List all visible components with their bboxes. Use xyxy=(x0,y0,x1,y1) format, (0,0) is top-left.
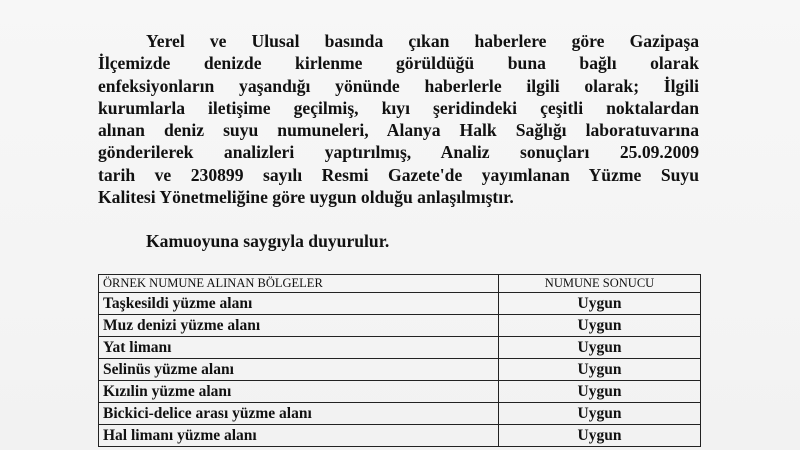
announcement-paragraph xyxy=(98,30,699,208)
region-cell: Bickici-delice arası yüzme alanı xyxy=(99,403,499,425)
table-row xyxy=(99,293,701,315)
closing-statement: Kamuoyuna saygıyla duyurulur. xyxy=(146,231,390,251)
region-column-header: ÖRNEK NUMUNE ALINAN BÖLGELER xyxy=(99,275,499,293)
paragraph-line: tarih ve 230899 sayılı Resmi Gazete'de yayımlanan Yüzme Suyu xyxy=(98,164,699,185)
paragraph-line: Kalitesi Yönetmeliğine göre uygun olduğu anlaşılmıştır. xyxy=(98,187,514,208)
result-cell: Uygun xyxy=(499,425,701,447)
result-cell: Uygun xyxy=(499,381,701,403)
paragraph-line: İlçemizde denizde kirlenme görüldüğü buna bağlı olarak xyxy=(98,53,699,74)
table-row xyxy=(99,337,701,359)
table-row xyxy=(99,403,701,425)
result-cell: Uygun xyxy=(499,315,701,337)
table-row xyxy=(99,315,701,337)
paragraph-line: alınan deniz suyu numuneleri, Alanya Halk Sağlığı laboratuvarına xyxy=(98,120,699,141)
paragraph-line: Yerel ve Ulusal basında çıkan haberlere göre Gazipaşa xyxy=(146,31,699,51)
paragraph-line: enfeksiyonların yaşandığı yönünde haberlerle ilgili olarak; İlgili xyxy=(98,75,699,96)
table-row xyxy=(99,425,701,447)
table-row xyxy=(99,381,701,403)
region-cell: Selinüs yüzme alanı xyxy=(99,359,499,381)
paragraph-line: gönderilerek analizleri yaptırılmış, Analiz sonuçları 25.09.2009 xyxy=(98,142,699,163)
region-cell: Hal limanı yüzme alanı xyxy=(99,425,499,447)
region-cell: Kızılin yüzme alanı xyxy=(99,381,499,403)
region-cell: Muz denizi yüzme alanı xyxy=(99,315,499,337)
result-column-header: NUMUNE SONUCU xyxy=(499,275,701,293)
table-header-row xyxy=(99,275,701,293)
result-cell: Uygun xyxy=(499,359,701,381)
result-cell: Uygun xyxy=(499,293,701,315)
sample-results-table xyxy=(98,274,701,447)
result-cell: Uygun xyxy=(499,337,701,359)
region-cell: Taşkesildi yüzme alanı xyxy=(99,293,499,315)
result-cell: Uygun xyxy=(499,403,701,425)
table-row xyxy=(99,359,701,381)
region-cell: Yat limanı xyxy=(99,337,499,359)
paragraph-line: kurumlarla iletişime geçilmiş, kıyı şeridindeki çeşitli noktalardan xyxy=(98,97,699,118)
